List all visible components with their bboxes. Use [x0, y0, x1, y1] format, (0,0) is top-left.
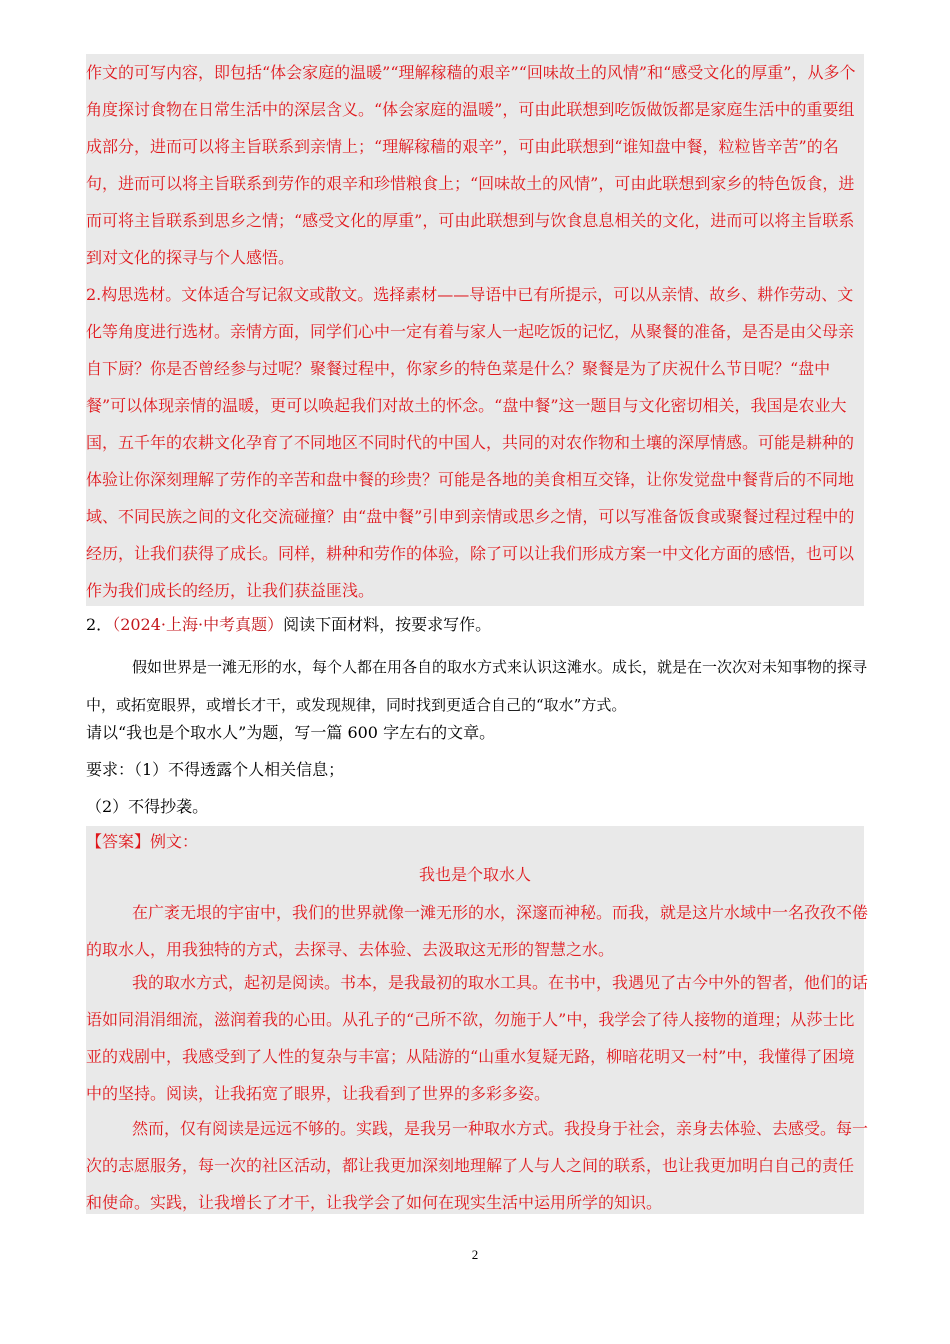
essay-title: 我也是个取水人	[418, 865, 531, 884]
answer-tag: 【答案】	[86, 832, 151, 851]
requirement-2: （2）不得抄袭。	[86, 797, 209, 816]
essay-paragraph-1: 在广袤无垠的宇宙中，我们的世界就像一滩无形的水，深邃而神秘。而我，就是这片水域中一名孜孜不倦的取水人，用我独特的方式，去探寻、去体验、去汲取这无形的智慧之水。	[86, 903, 869, 959]
question-number: 2．	[86, 615, 113, 634]
writing-prompt: 请以“我也是个取水人”为题，写一篇 600 字左右的文章。	[86, 723, 496, 742]
page-number: 2	[471, 1247, 479, 1262]
question-instruction: 阅读下面材料，按要求写作。	[283, 615, 492, 634]
requirement-1: 要求：（1）不得透露个人相关信息；	[86, 760, 345, 779]
essay-paragraph-3: 然而，仅有阅读是远远不够的。实践，是我另一种取水方式。我投身于社会，亲身去体验、去感受。每一次的志愿服务，每一次的社区活动，都让我更加深刻地理解了人与人之间的联系，也让我更加明白自己的责任和使命。实践，让我增长了才干，让我学会了如何在现实生活中运用所学的知识。	[86, 1119, 869, 1212]
essay-paragraph-2: 我的取水方式，起初是阅读。书本，是我最初的取水工具。在书中，我遇见了古今中外的智者，他们的话语如同涓涓细流，滋润着我的心田。从孔子的“己所不欲，勿施于人”中，我学会了待人接物的道理；从莎士比亚的戏剧中，我感受到了人性的复杂与丰富；从陆游的“山重水复疑无路，柳暗花明又一村”中，我懂得了困境中的坚持。阅读，让我拓宽了眼界，让我看到了世界的多彩多姿。	[86, 973, 869, 1103]
question-source: （2024·上海·中考真题）	[112, 615, 284, 634]
answer-example-label: 例文：	[150, 832, 199, 851]
question-header	[86, 612, 491, 635]
analysis-paragraph-1: 作文的可写内容，即包括“体会家庭的温暖”“理解稼穑的艰辛”“回味故土的风情”和“感受文化的厚重”，从多个角度探讨食物在日常生活中的深层含义。“体会家庭的温暖”，可由此联想到吃饭做饭都是家庭生活中的重要组成部分，进而可以将主旨联系到亲情上；“理解稼穑的艰辛”，可由此联想到“谁知盘中餐，粒粒皆辛苦”的名句，进而可以将主旨联系到劳作的艰辛和珍惜粮食上；“回味故土的风情”，可由此联想到家乡的特色饭食，进而可将主旨联系到思乡之情；“感受文化的厚重”，可由此联想到与饮食息息相关的文化，进而可以将主旨联系到对文化的探寻与个人感悟。	[86, 63, 856, 267]
question-material: 假如世界是一滩无形的水，每个人都在用各自的取水方式来认识这滩水。成长，就是在一次次对未知事物的探寻中，或拓宽眼界，或增长才干，或发现规律，同时找到更适合自己的“取水”方式。	[86, 658, 868, 714]
analysis-paragraph-2: 2.构思选材。文体适合写记叙文或散文。选择素材——导语中已有所提示，可以从亲情、故乡、耕作劳动、文化等角度进行选材。亲情方面，同学们心中一定有着与家人一起吃饭的记忆，从聚餐的准备，是否是由父母亲自下厨？你是否曾经参与过呢？聚餐过程中，你家乡的特色菜是什么？聚餐是为了庆祝什么节日呢？“盘中餐”可以体现亲情的温暖，更可以唤起我们对故土的怀念。“盘中餐”这一题目与文化密切相关，我国是农业大国，五千年的农耕文化孕育了不同地区不同时代的中国人，共同的对农作物和土壤的深厚情感。可能是耕种的体验让你深刻理解了劳作的辛苦和盘中餐的珍贵？可能是各地的美食相互交锋，让你发觉盘中餐背后的不同地域、不同民族之间的文化交流碰撞？由“盘中餐”引申到亲情或思乡之情，可以写准备饭食或聚餐过程过程中的经历，让我们获得了成长。同样，耕种和劳作的体验，除了可以让我们形成方案一中文化方面的感悟，也可以作为我们成长的经历，让我们获益匪浅。	[86, 285, 855, 600]
answer-label-line	[86, 829, 198, 852]
